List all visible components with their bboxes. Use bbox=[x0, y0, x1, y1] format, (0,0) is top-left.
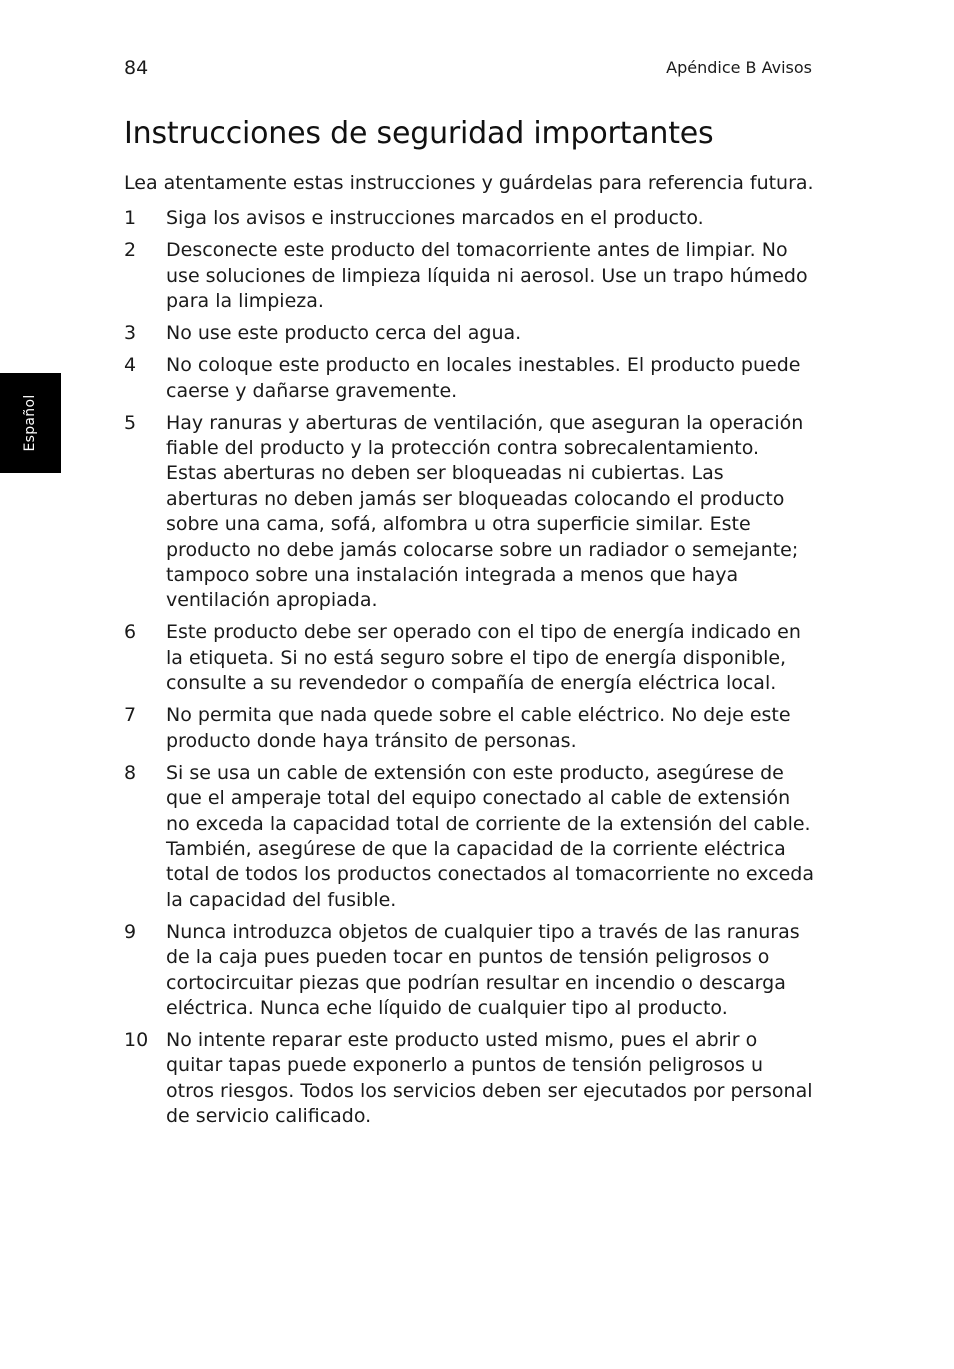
list-item bbox=[124, 703, 814, 754]
item-text: Nunca introduzca objetos de cualquier tipo a través de las ranuras de la caja pues pueden tocar en puntos de tensión peligrosos o cortocircuitar piezas que podrían resultar en incendio o descarga eléctrica. Nunca eche líquido de cualquier tipo al producto. bbox=[166, 920, 800, 1019]
page-title: Instrucciones de seguridad importantes bbox=[124, 116, 714, 151]
item-number: 1 bbox=[124, 207, 137, 230]
list-item bbox=[124, 353, 814, 404]
item-text: No intente reparar este producto usted mismo, pues el abrir o quitar tapas puede exponerlo a puntos de tensión peligrosos u otros riesgos. Todos los servicios deben ser ejecutados por personal de servicio calificado. bbox=[166, 1028, 813, 1128]
page-content bbox=[124, 171, 814, 1136]
item-number: 6 bbox=[124, 621, 137, 644]
page-number: 84 bbox=[124, 57, 149, 79]
running-header: Apéndice B Avisos bbox=[666, 58, 812, 77]
item-number: 7 bbox=[124, 704, 137, 727]
item-number: 4 bbox=[124, 354, 137, 377]
list-item bbox=[124, 761, 814, 913]
item-text: Este producto debe ser operado con el tipo de energía indicado en la etiqueta. Si no está seguro sobre el tipo de energía disponible, consulte a su revendedor o compañía de energía eléctrica local. bbox=[166, 621, 801, 695]
side-tab-label: Español bbox=[22, 394, 38, 452]
item-text: Desconecte este producto del tomacorriente antes de limpiar. No use soluciones de limpieza líquida ni aerosol. Use un trapo húmedo para la limpieza. bbox=[166, 239, 808, 313]
language-side-tab bbox=[0, 373, 61, 473]
list-item bbox=[124, 920, 814, 1022]
list-item bbox=[124, 206, 814, 231]
item-text: No permita que nada quede sobre el cable eléctrico. No deje este producto donde haya tránsito de personas. bbox=[166, 704, 791, 752]
list-item bbox=[124, 238, 814, 314]
list-item bbox=[124, 1028, 814, 1130]
list-item bbox=[124, 321, 814, 346]
item-text: No coloque este producto en locales inestables. El producto puede caerse y dañarse gravemente. bbox=[166, 354, 801, 402]
item-number: 5 bbox=[124, 411, 137, 434]
item-number: 2 bbox=[124, 239, 137, 262]
item-number: 8 bbox=[124, 761, 137, 784]
list-item bbox=[124, 411, 814, 614]
item-number: 3 bbox=[124, 322, 137, 345]
intro-paragraph: Lea atentamente estas instrucciones y guárdelas para referencia futura. bbox=[124, 172, 814, 194]
item-number: 10 bbox=[124, 1028, 149, 1051]
item-text: No use este producto cerca del agua. bbox=[166, 322, 522, 345]
list-item bbox=[124, 620, 814, 696]
safety-instructions-list bbox=[124, 206, 814, 1129]
item-number: 9 bbox=[124, 920, 137, 943]
item-text: Siga los avisos e instrucciones marcados en el producto. bbox=[166, 207, 704, 230]
item-text: Si se usa un cable de extensión con este producto, asegúrese de que el amperaje total del equipo conectado al cable de extensión no exceda la capacidad total de corriente de la extensión del cable. También, asegúrese de que la capacidad de la corriente eléctrica total de todos los productos conectados al tomacorriente no exceda la capacidad del fusible. bbox=[166, 761, 814, 911]
item-text: Hay ranuras y aberturas de ventilación, que aseguran la operación fiable del producto y la protección contra sobrecalentamiento. Estas aberturas no deben ser bloqueadas ni cubiertas. Las aberturas no deben jamás ser bloqueadas colocando el producto sobre una cama, sofá, alfombra u otra superficie similar. Este producto no debe jamás colocarse sobre un radiador o semejante; tampoco sobre una instalación integrada a menos que haya ventilación apropiada. bbox=[166, 411, 804, 612]
